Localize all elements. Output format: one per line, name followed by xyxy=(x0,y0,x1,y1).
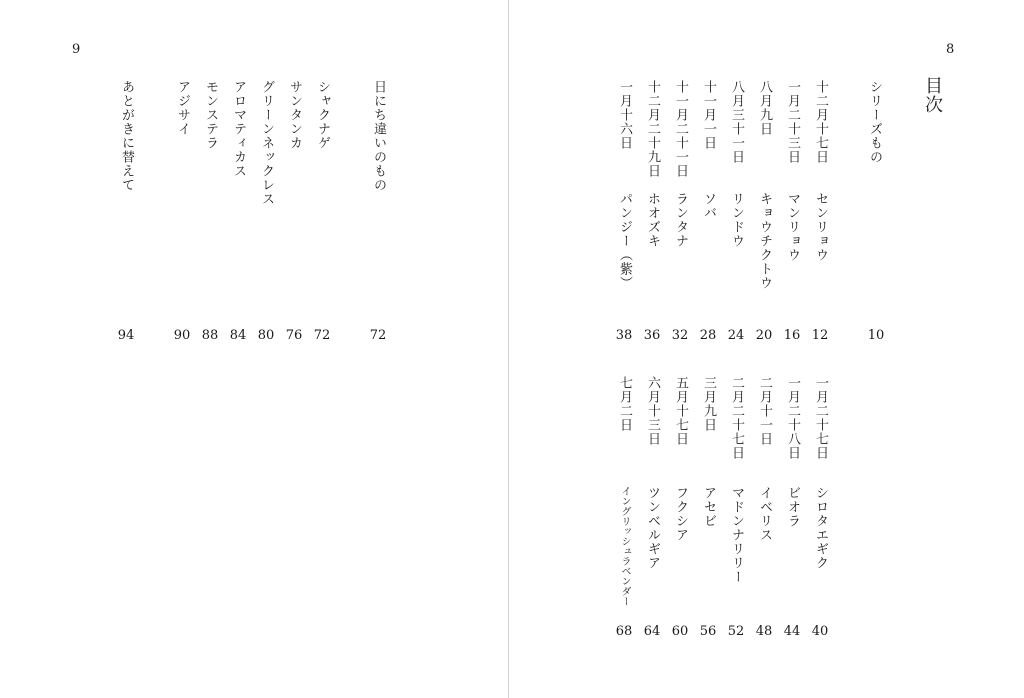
toc-item-title[interactable]: サンタンカ xyxy=(287,80,302,150)
toc-afterword-page: 94 xyxy=(117,328,135,343)
toc-entry-date[interactable]: 二月二十七日 xyxy=(729,376,744,460)
toc-entry-date[interactable]: 一月二十三日 xyxy=(785,80,800,164)
toc-afterword-title[interactable]: あとがきに替えて xyxy=(119,80,134,192)
toc-entry-page: 32 xyxy=(671,328,689,343)
toc-item-page: 88 xyxy=(201,328,219,343)
left-page-number: 9 xyxy=(72,42,81,57)
toc-item-page: 76 xyxy=(285,328,303,343)
toc-entry-flower[interactable]: イングリッシュラベンダー xyxy=(619,486,630,606)
toc-item-page: 72 xyxy=(313,328,331,343)
right-page-number: 8 xyxy=(946,42,955,57)
toc-entry-page: 60 xyxy=(671,624,689,639)
toc-entry-date[interactable]: 五月十七日 xyxy=(673,376,688,446)
toc-entry-date[interactable]: 三月九日 xyxy=(701,376,716,432)
toc-entry-date[interactable]: 一月十六日 xyxy=(617,80,632,150)
toc-entry-flower[interactable]: パンジー（紫） xyxy=(617,192,632,290)
toc-entry-flower[interactable]: ソバ xyxy=(701,192,716,220)
toc-item-title[interactable]: アジサイ xyxy=(175,80,190,136)
toc-entry-date[interactable]: 十二月十七日 xyxy=(813,80,828,164)
toc-item-page: 80 xyxy=(257,328,275,343)
toc-entry-date[interactable]: 十二月二十九日 xyxy=(645,80,660,178)
toc-entry-flower[interactable]: ビオラ xyxy=(785,486,800,528)
toc-entry-page: 52 xyxy=(727,624,745,639)
toc-entry-flower[interactable]: キョウチクトウ xyxy=(757,192,772,290)
toc-entry-date[interactable]: 十一月二十一日 xyxy=(673,80,688,178)
toc-entry-page: 28 xyxy=(699,328,717,343)
toc-entry-page: 56 xyxy=(699,624,717,639)
toc-entry-date[interactable]: 七月二日 xyxy=(617,376,632,432)
toc-entry-flower[interactable]: ツンベルギア xyxy=(645,486,660,570)
toc-entry-date[interactable]: 六月十三日 xyxy=(645,376,660,446)
toc-entry-page: 40 xyxy=(811,624,829,639)
toc-entry-page: 36 xyxy=(643,328,661,343)
toc-entry-flower[interactable]: アセビ xyxy=(701,486,716,528)
toc-entry-page: 64 xyxy=(643,624,661,639)
page-gutter xyxy=(508,0,509,698)
toc-entry-date[interactable]: 一月二十八日 xyxy=(785,376,800,460)
section-page-number: 10 xyxy=(867,328,885,343)
toc-entry-page: 68 xyxy=(615,624,633,639)
toc-title: 目次 xyxy=(922,76,943,114)
toc-entry-page: 48 xyxy=(755,624,773,639)
toc-entry-flower[interactable]: イベリス xyxy=(757,486,772,542)
toc-entry-flower[interactable]: リンドウ xyxy=(729,192,744,248)
toc-item-title[interactable]: モンステラ xyxy=(203,80,218,150)
toc-item-page: 84 xyxy=(229,328,247,343)
toc-entry-flower[interactable]: ホオズキ xyxy=(645,192,660,248)
toc-entry-page: 20 xyxy=(755,328,773,343)
toc-entry-page: 44 xyxy=(783,624,801,639)
toc-item-page: 90 xyxy=(173,328,191,343)
toc-entry-date[interactable]: 八月三十一日 xyxy=(729,80,744,164)
toc-item-title[interactable]: シャクナゲ xyxy=(315,80,330,150)
toc-item-title[interactable]: アロマティカス xyxy=(231,80,246,178)
toc-entry-page: 16 xyxy=(783,328,801,343)
toc-entry-page: 12 xyxy=(811,328,829,343)
toc-entry-flower[interactable]: マドンナリリー xyxy=(729,486,744,584)
toc-entry-flower[interactable]: フクシア xyxy=(673,486,688,542)
toc-item-title[interactable]: グリーンネックレス xyxy=(259,80,274,206)
toc-entry-date[interactable]: 二月十一日 xyxy=(757,376,772,446)
toc-entry-date[interactable]: 八月九日 xyxy=(757,80,772,136)
toc-entry-flower[interactable]: センリョウ xyxy=(813,192,828,262)
toc-entry-date[interactable]: 一月二十七日 xyxy=(813,376,828,460)
section-page-number: 72 xyxy=(369,328,387,343)
section-title-different-dates[interactable]: 日にち違いのもの xyxy=(371,80,386,192)
toc-entry-page: 38 xyxy=(615,328,633,343)
toc-entry-page: 24 xyxy=(727,328,745,343)
toc-entry-flower[interactable]: ランタナ xyxy=(673,192,688,248)
toc-entry-flower[interactable]: マンリョウ xyxy=(785,192,800,262)
toc-entry-date[interactable]: 十一月一日 xyxy=(701,80,716,150)
toc-entry-flower[interactable]: シロタエギク xyxy=(813,486,828,570)
section-title-series[interactable]: シリーズもの xyxy=(867,80,882,164)
